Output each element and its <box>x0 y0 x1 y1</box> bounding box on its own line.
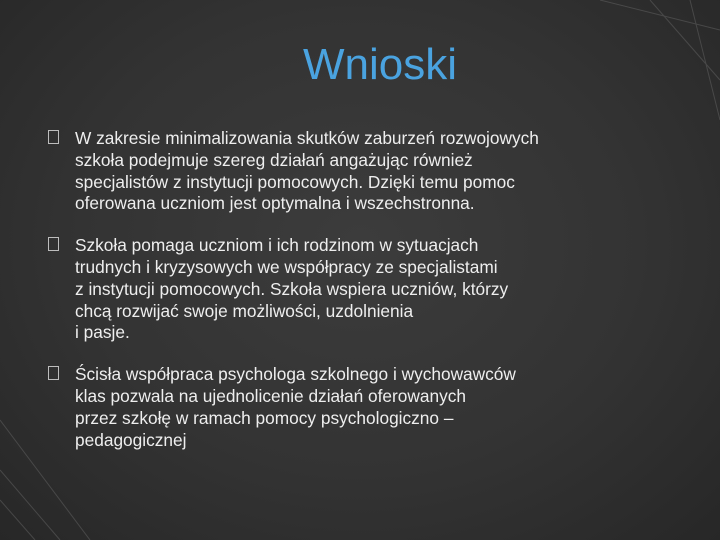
list-item <box>48 364 628 451</box>
item-text-line: klas pozwala na ujednolicenie działań oferowanych <box>75 385 466 406</box>
square-bullet-icon <box>48 130 59 144</box>
list-item <box>48 128 628 215</box>
item-text-line: oferowana uczniom jest optymalna i wszechstronna. <box>75 193 475 214</box>
item-text-line: pedagogicznej <box>75 429 187 450</box>
item-text-line: specjalistów z instytucji pomocowych. Dzięki temu pomoc <box>75 171 515 192</box>
list-item <box>48 235 628 344</box>
item-text-line: chcą rozwijać swoje możliwości, uzdolnienia <box>75 300 414 321</box>
bullet-list <box>48 128 628 471</box>
item-text-line: Szkoła pomaga uczniom i ich rodzinom w sytuacjach <box>75 235 479 256</box>
item-text-line: szkoła podejmuje szereg działań angażując również <box>75 149 473 170</box>
square-bullet-icon <box>48 237 59 251</box>
item-text-line: z instytucji pomocowych. Szkoła wspiera uczniów, którzy <box>75 278 509 299</box>
item-text-line: trudnych i kryzysowych we współpracy ze specjalistami <box>75 256 498 277</box>
item-text-line: i pasje. <box>75 322 130 343</box>
item-text-line: Ścisła współpraca psychologa szkolnego i wychowawców <box>75 364 516 385</box>
square-bullet-icon <box>48 366 59 380</box>
slide-title: Wnioski <box>302 40 458 89</box>
item-text-line: przez szkołę w ramach pomocy psychologiczno – <box>75 407 454 428</box>
item-text-line: W zakresie minimalizowania skutków zaburzeń rozwojowych <box>75 128 539 148</box>
